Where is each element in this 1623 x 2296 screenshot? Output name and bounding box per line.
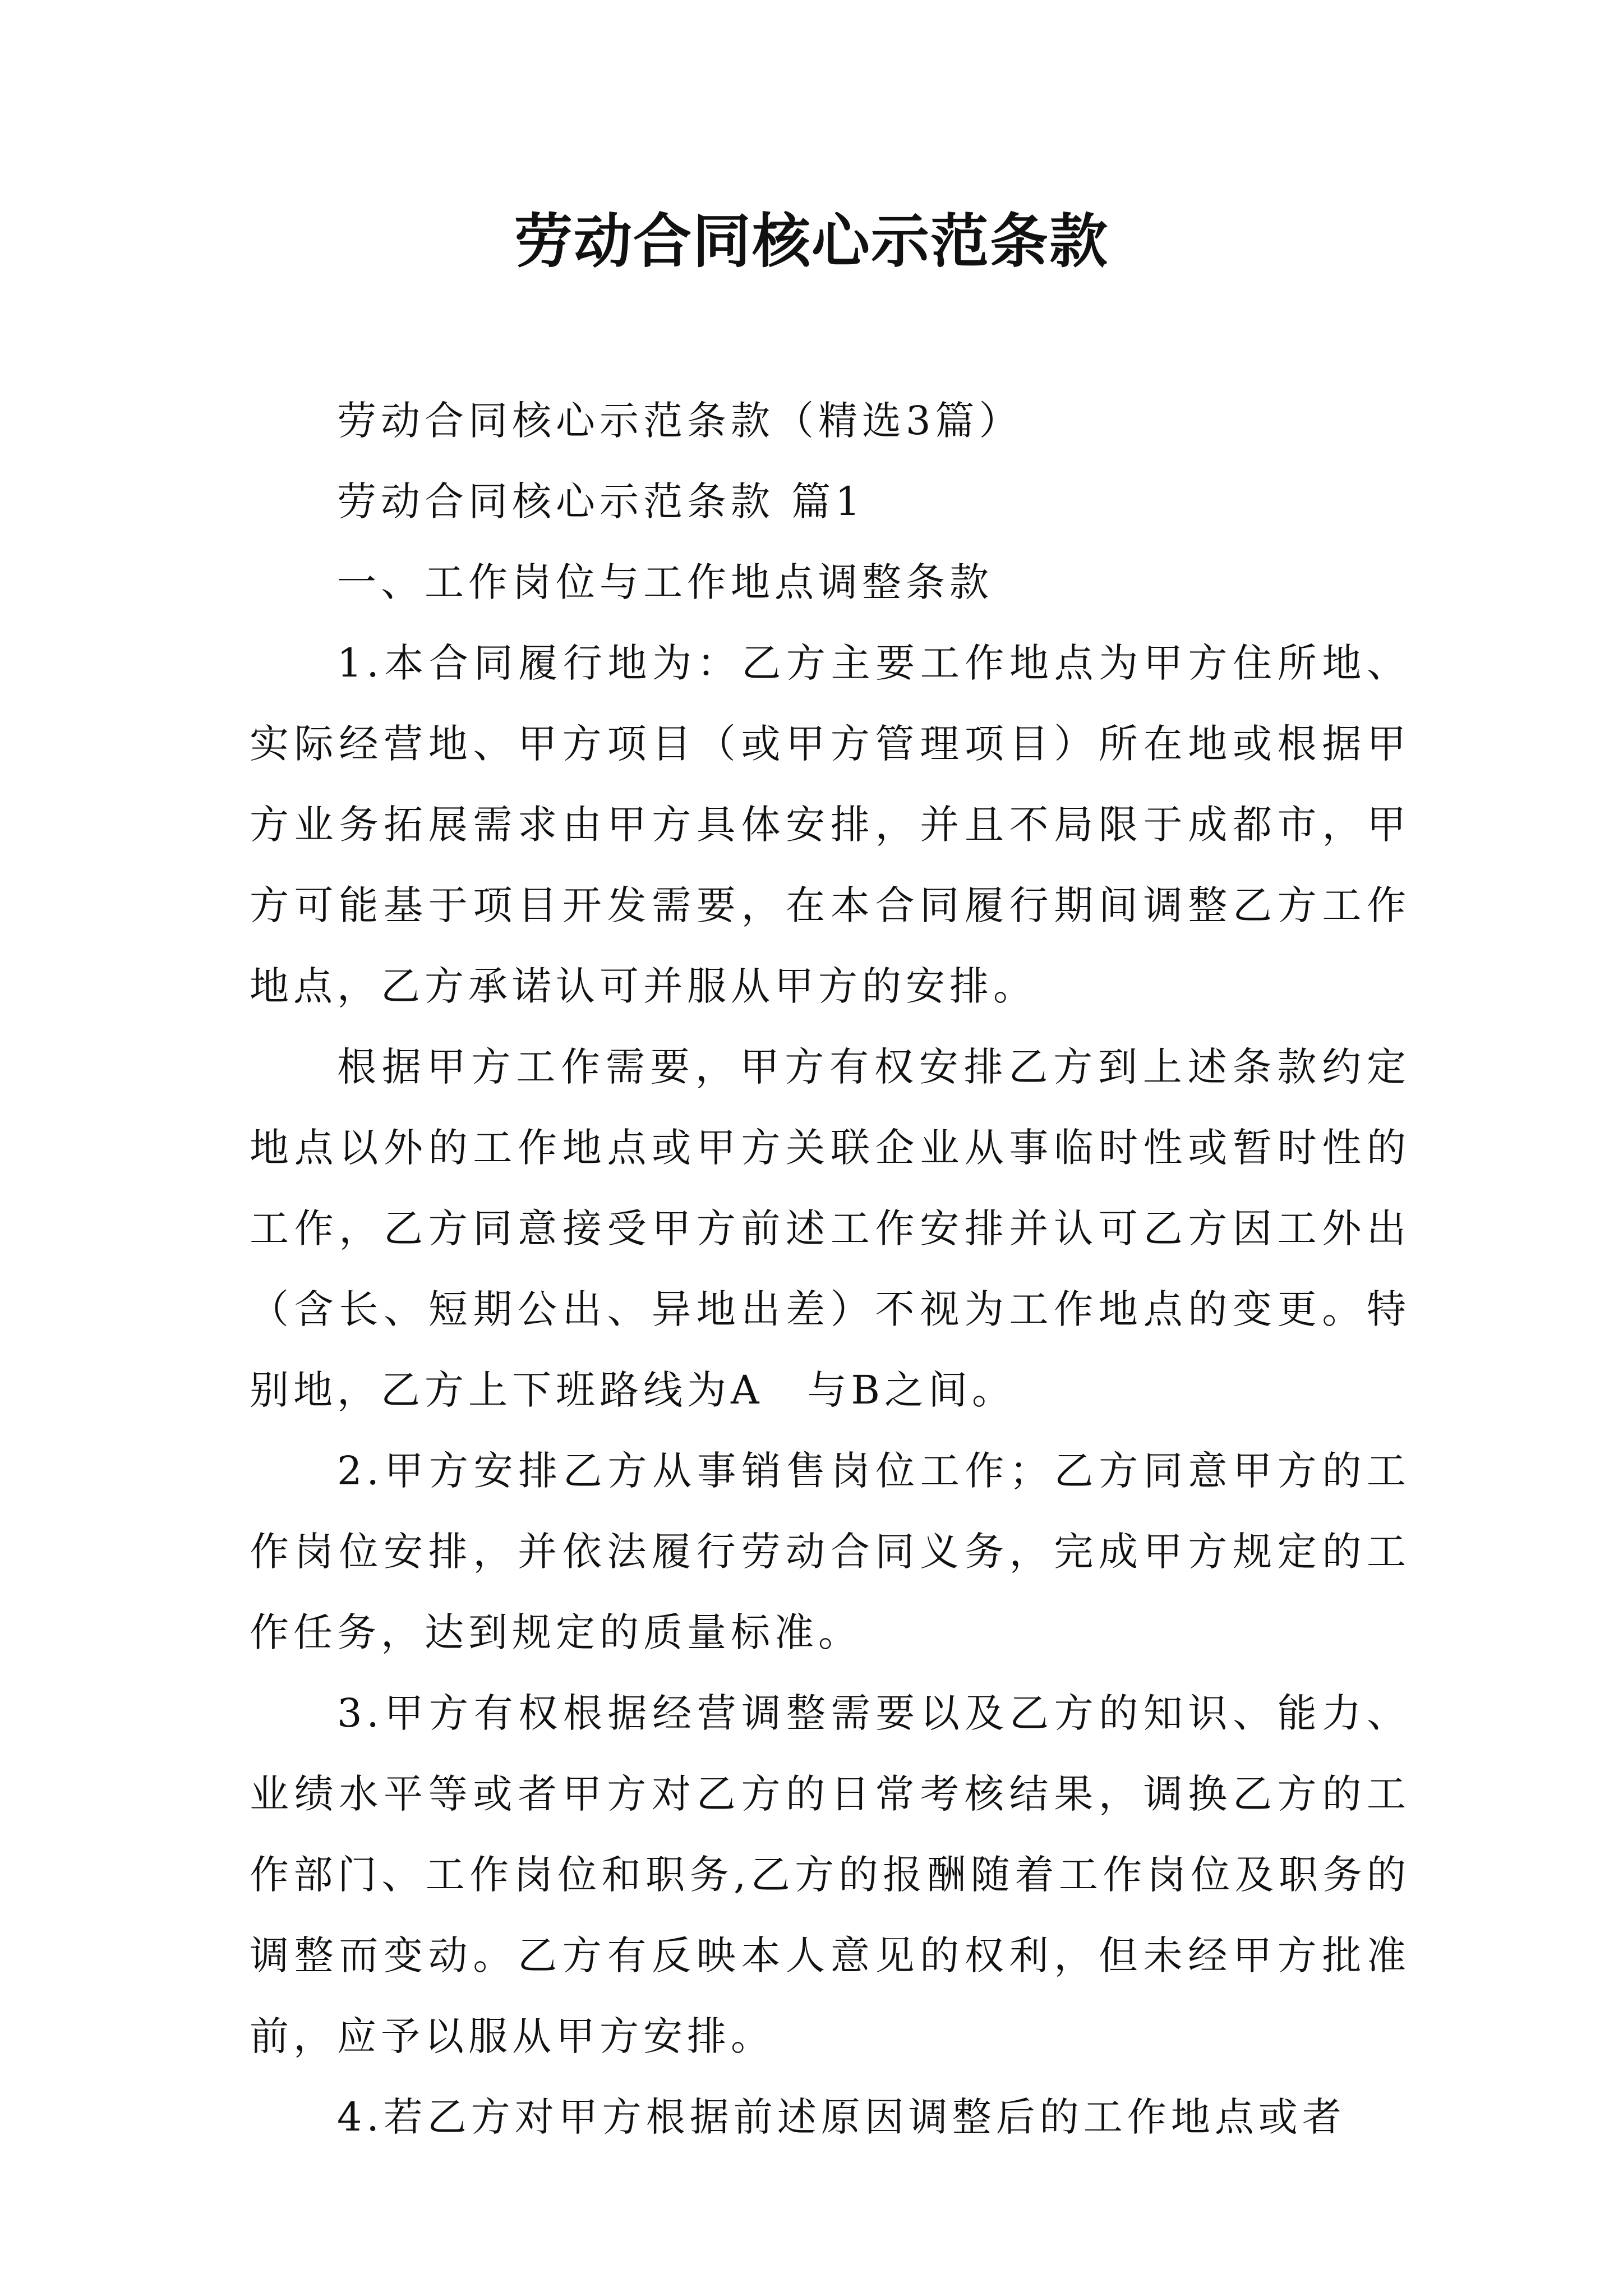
document-title: 劳动合同核心示范条款 (514, 207, 1109, 275)
paragraph-clause-2: 2.甲方安排乙方从事销售岗位工作；乙方同意甲方的工作岗位安排，并依法履行劳动合同义务，完成甲方规定的工作任务，达到规定的质量标准。 (250, 1448, 1410, 1655)
paragraph-part-heading: 劳动合同核心示范条款 篇1 (337, 478, 865, 524)
paragraph-section-heading: 一、工作岗位与工作地点调整条款 (337, 559, 993, 605)
paragraph-clause-1-supplement: 根据甲方工作需要，甲方有权安排乙方到上述条款约定地点以外的工作地点或甲方关联企业从事临时性或暂时性的工作，乙方同意接受甲方前述工作安排并认可乙方因工外出（含长、短期公出、异地出差）不视为工作地点的变更。特别地，乙方上下班路线为A 与B之间。 (250, 1044, 1410, 1413)
paragraph-clause-3: 3.甲方有权根据经营调整需要以及乙方的知识、能力、业绩水平等或者甲方对乙方的日常考核结果，调换乙方的工作部门、工作岗位和职务,乙方的报酬随着工作岗位及职务的调整而变动。乙方有反映本人意见的权利，但未经甲方批准前，应予以服从甲方安排。 (250, 1690, 1410, 2059)
document-body (250, 380, 1410, 2157)
paragraph-clause-4: 4.若乙方对甲方根据前述原因调整后的工作地点或者 (337, 2094, 1346, 2140)
paragraph-clause-1: 1.本合同履行地为：乙方主要工作地点为甲方住所地、实际经营地、甲方项目（或甲方管理项目）所在地或根据甲方业务拓展需求由甲方具体安排，并且不局限于成都市，甲方可能基于项目开发需要，在本合同履行期间调整乙方工作地点，乙方承诺认可并服从甲方的安排。 (250, 640, 1410, 1009)
paragraph-subtitle: 劳动合同核心示范条款（精选3篇） (337, 398, 1023, 444)
